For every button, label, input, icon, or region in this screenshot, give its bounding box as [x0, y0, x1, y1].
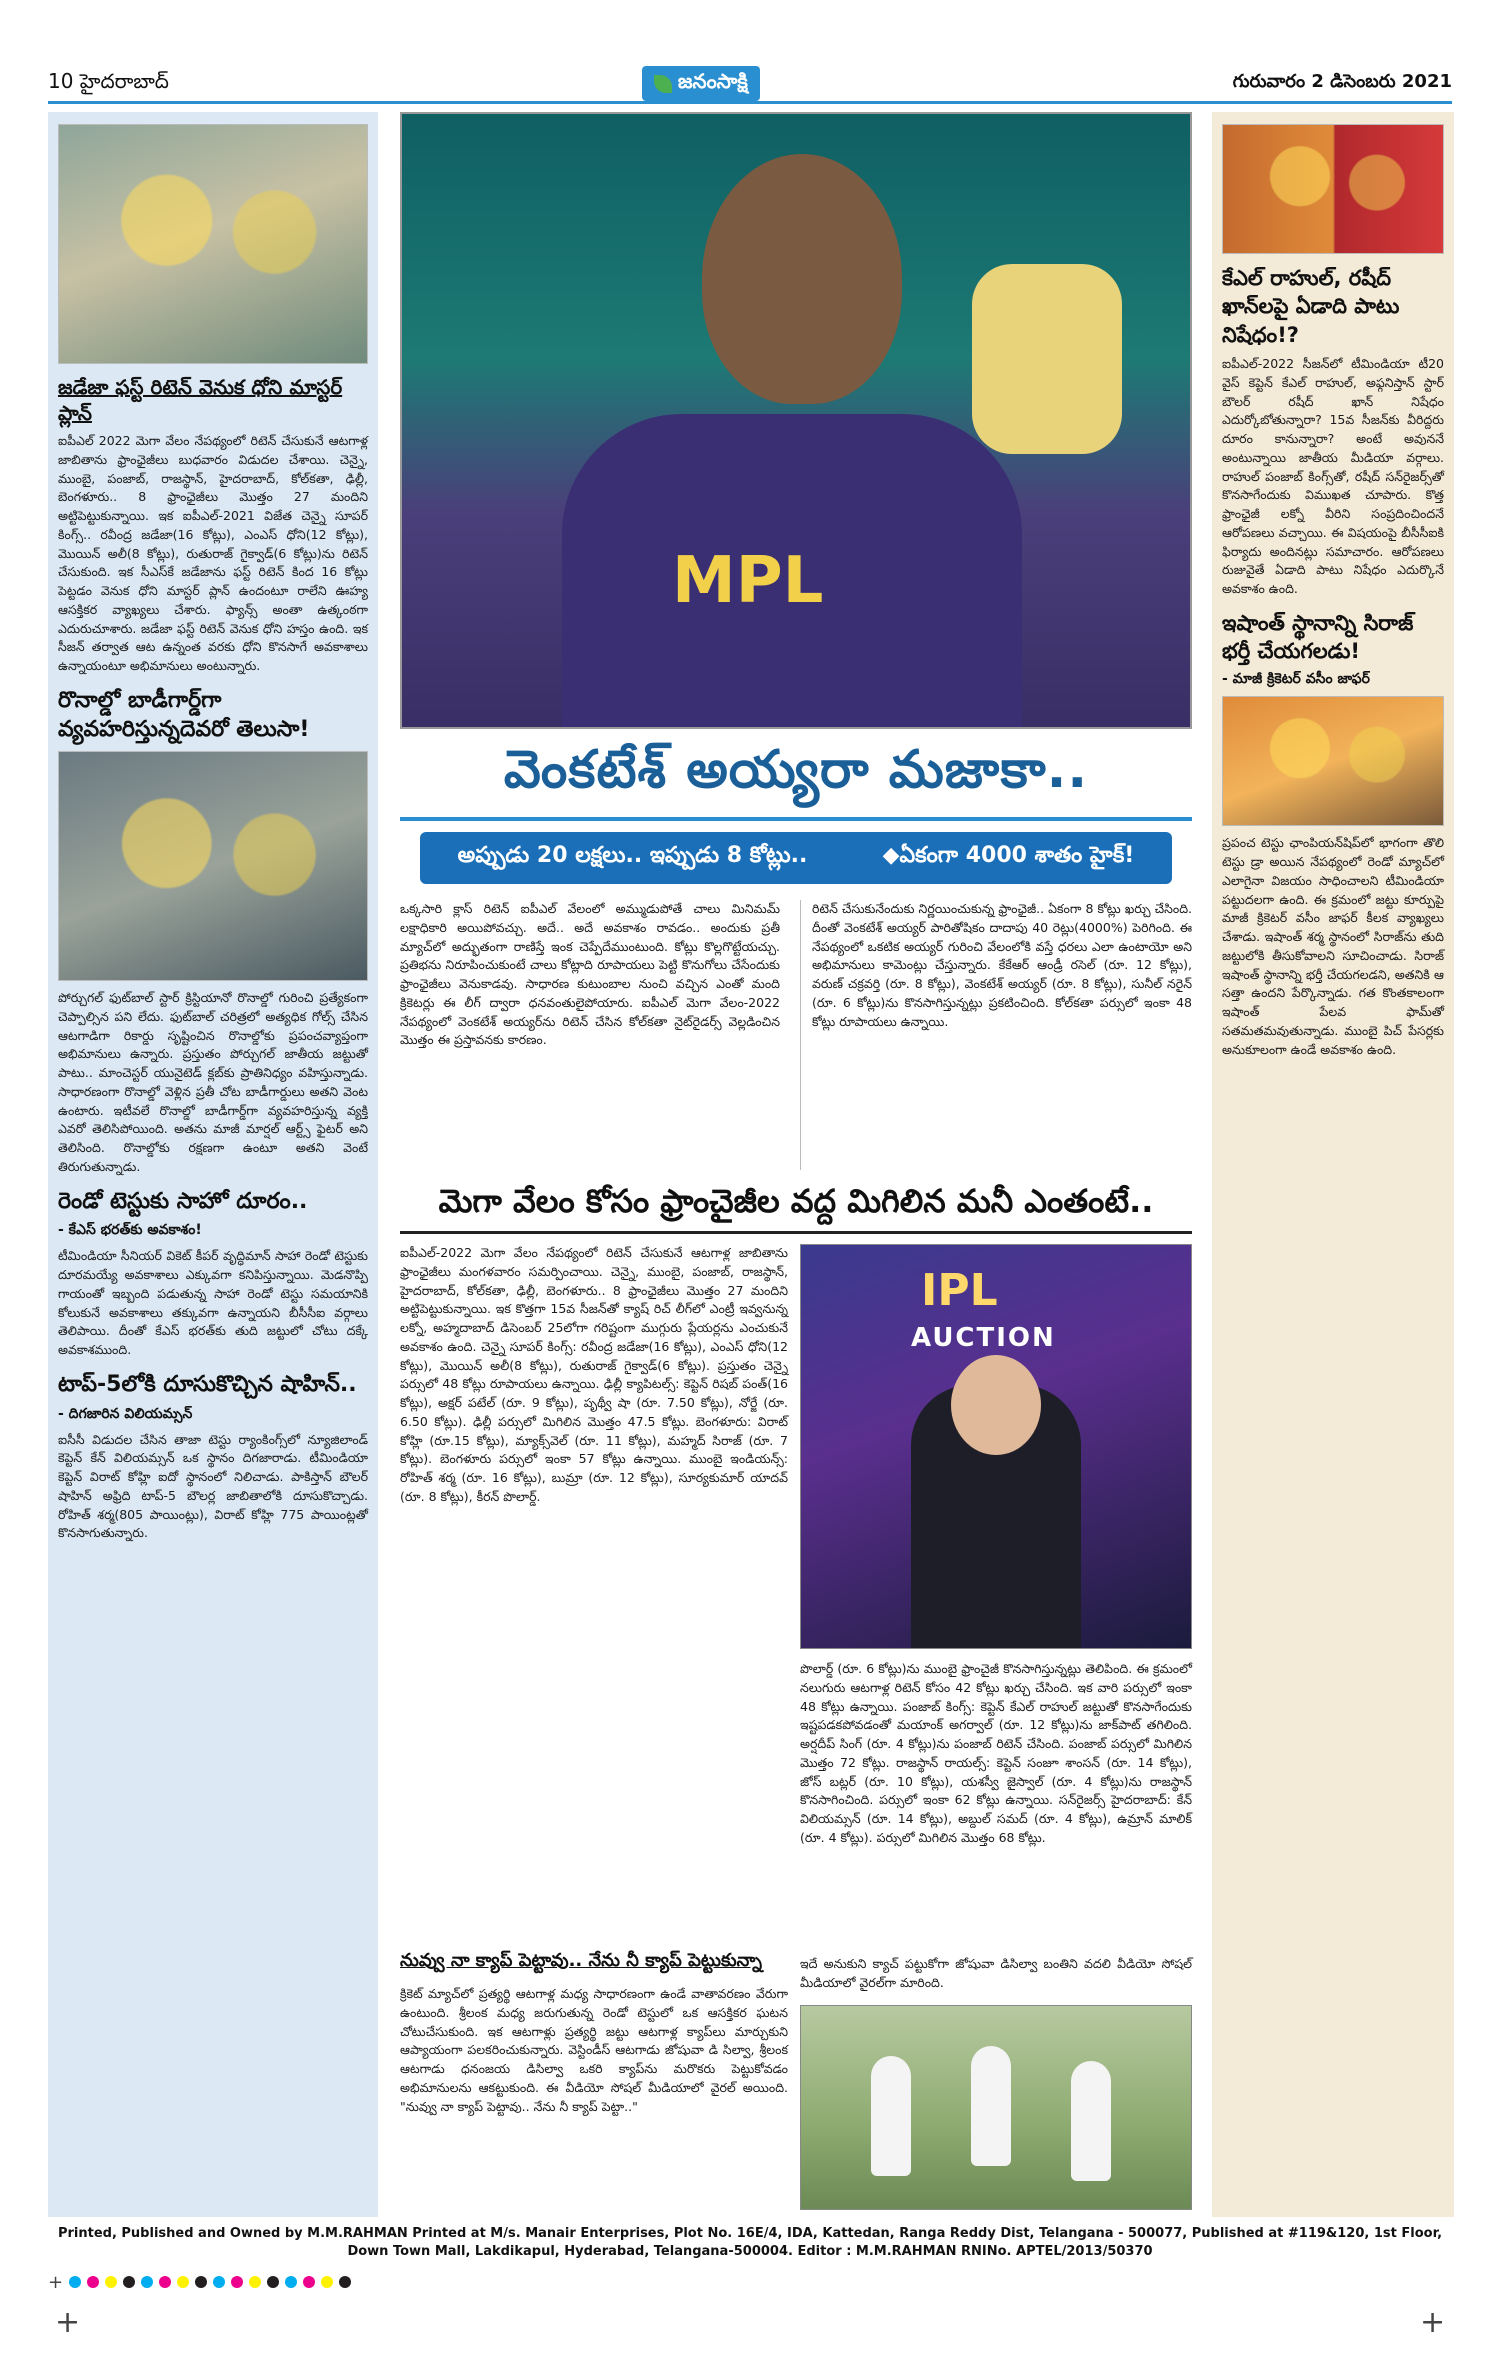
main-body-col-2: రిటెన్ చేసుకునేందుకు నిర్ణయించుకున్న ఫ్రాంఛైజీ.. ఏకంగా 8 కోట్లు ఖర్చు చేసింది. దీంతో వెంకటేశ్ అయ్యర్ పారితోషికం దాదాపు 40 రెట్లు(4000%) పెరిగింది. ఈ నేపథ్యంలో ఒకటిక అయ్యర్ గురించి వేలంలోకి వస్తే ధరలు ఎలా ఉంటాయో అని అభిమానులు కామెంట్లు చేస్తున్నారు. కేకేఆర్ ఆండ్రీ రసెల్ (రూ. 12 కోట్లు), వరుణ్ చక్రవర్తి (రూ. 8 కోట్లు), వెంకటేశ్ అయ్యర్ (రూ. 8 కోట్లు), సునీల్ నరైన్ (రూ. 6 కోట్లు)ను కొనసాగిస్తున్నట్లు ప్రకటించింది. కోల్‌కతా పర్సులో ఇంకా 48 కోట్లు రూపాయలు ఉన్నాయి.	[812, 901, 1192, 1029]
main-subheadline-bar	[420, 832, 1172, 884]
black-swatch	[123, 2276, 135, 2288]
cyan-swatch	[141, 2276, 153, 2288]
auctioneer-head	[951, 1355, 1041, 1455]
left-body-3: టీమిండియా సీనియర్ వికెట్ కీపర్ వృద్ధిమాన్ సాహా రెండో టెస్టుకు దూరమయ్యే అవకాశాలు ఎక్కువగా కనిపిస్తున్నాయి. మెడనొప్పి గాయంతో ఇబ్బంది పడుతున్న సాహా రెండో టెస్టు సమయానికి కోలుకునే అవకాశాలు తక్కువగా ఉన్నాయని బీసీసీఐ వర్గాలు తెలిపాయి. దీంతో కేఎస్ భరత్‌కు తుది జట్టులో చోటు దక్కే అవకాశముంది.	[58, 1248, 368, 1358]
magenta-swatch	[159, 2276, 171, 2288]
magenta-swatch	[231, 2276, 243, 2288]
black-swatch	[267, 2276, 279, 2288]
left-body-4: ఐసీసీ విడుదల చేసిన తాజా టెస్టు ర్యాంకింగ్స్‌లో న్యూజిలాండ్ కెప్టెన్ కేన్ విలియమ్సన్ ఒక స్థానం దిగజారాడు. టీమిండియా కెప్టెన్ విరాట్ కోహ్లి ఐదో స్థానంలో నిలిచాడు. పాకిస్తాన్ బౌలర్ షాహిన్ అఫ్రిది టాప్-5 బౌలర్ల జాబితాలోకి దూసుకొచ్చాడు. రోహిత్ శర్మ(805 పాయింట్లు), విరాట్ కోహ్లి 775 పాయింట్లతో కొనసాగుతున్నారు.	[58, 1431, 368, 1541]
left-subline-4: - దిగజారిన విలియమ్సన్	[58, 1405, 193, 1422]
black-swatch	[195, 2276, 207, 2288]
subbar-right: ◆ఏకంగా 4000 శాతం హైక్!	[882, 843, 1135, 868]
fielder-figure	[971, 2046, 1011, 2166]
left-headline-4: టాప్-5లోకి దూసుకొచ్చిన షాహిన్..	[58, 1371, 357, 1397]
logo-text: జనంసాక్షి	[677, 69, 748, 93]
cap-swap-headline: నువ్వు నా క్యాప్ పెట్టావు.. నేను నీ క్యాప్ పెట్టుకున్నా	[400, 1950, 762, 1971]
registration-mark-icon: +	[48, 2271, 64, 2293]
crop-mark-icon: +	[1420, 2305, 1446, 2340]
black-swatch	[339, 2276, 351, 2288]
mega-body-col-2: పొలార్డ్ (రూ. 6 కోట్లు)ను ముంబై ఫ్రాంచైజీ కొనసాగిస్తున్నట్లు తెలిపింది. ఈ క్రమంలో నలుగురు ఆటగాళ్ల రిటెన్ కోసం 42 కోట్లు ఖర్చు చేసింది. ఇక వారి పర్సులో ఇంకా 48 కోట్లు ఉన్నాయి. పంజాబ్ కింగ్స్: కెప్టెన్ కేఎల్ రాహుల్ జట్టుతో కొనసాగేందుకు ఇష్టపడకపోవడంతో మయాంక్ అగర్వాల్ (రూ. 12 కోట్లు)ను జాక్‌పాట్ తగిలింది. అర్షదీప్ సింగ్ (రూ. 4 కోట్లు)ను పంజాబ్ రిటెన్ చేసింది. పంజాబ్ పర్సులో మిగిలిన మొత్తం 72 కోట్లు. రాజస్థాన్ రాయల్స్: కెప్టెన్ సంజూ శాంసన్ (రూ. 14 కోట్లు), జోస్ బట్లర్ (రూ. 10 కోట్లు), యశస్వీ జైస్వాల్ (రూ. 4 కోట్లు)ను రాజస్థాన్ కొనసాగించింది. పర్సులో ఇంకా 62 కోట్లు ఉన్నాయి. సన్‌రైజర్స్ హైదరాబాద్: కేన్ విలియమ్సన్ (రూ. 14 కోట్లు), అబ్దుల్ సమద్ (రూ. 4 కోట్లు), ఉమ్రాన్ మాలిక్ (రూ. 4 కోట్లు). పర్సులో మిగిలిన మొత్తం 68 కోట్లు.	[800, 1661, 1192, 1845]
magenta-swatch	[303, 2276, 315, 2288]
fielder-figure	[871, 2056, 911, 2176]
yellow-swatch	[321, 2276, 333, 2288]
yellow-swatch	[249, 2276, 261, 2288]
right-headline-2: ఇషాంత్ స్థానాన్ని సిరాజ్ భర్తీ చేయగలడు!	[1222, 610, 1414, 664]
yellow-swatch	[177, 2276, 189, 2288]
test-match-photo	[800, 2005, 1192, 2210]
print-color-strip	[48, 2271, 1452, 2293]
main-headline: వెంకటేశ్ అయ్యరా మజాకా..	[503, 739, 1089, 800]
left-column	[48, 112, 378, 2217]
newspaper-logo	[642, 66, 760, 101]
ronaldo-bodyguard-photo	[58, 751, 368, 981]
mega-body-col-1: ఐపీఎల్-2022 మెగా వేలం నేపథ్యంలో రిటెన్ చేసుకునే ఆటగాళ్ల జాబితాను ఫ్రాంఛైజీలు మంగళవారం సమర్పించాయి. చెన్నై, ముంబై, పంజాబ్, రాజస్థాన్, హైదరాబాద్, కోల్‌కతా, ఢిల్లీ, బెంగళూరు.. 8 ఫ్రాంఛైజీలు మొత్తం 27 మందిని అట్టిపెట్టుకున్నాయి. ఇక కొత్తగా 15వ సీజన్‌తో క్యాష్ రిచ్ లీగ్‌లో ఎంట్రీ ఇవ్వనున్న లక్నో, అహ్మదాబాద్ డిసెంబర్ 25లోగా గరిష్టంగా ముగ్గురు ప్లేయర్లను ఎంచుకునే అవకాశం ఉంది. చెన్నై సూపర్ కింగ్స్: రవీంద్ర జడేజా(16 కోట్లు), ఎంఎస్ ధోని(12 కోట్లు), మొయిన్ అలీ(8 కోట్లు), రుతురాజ్ గైక్వాడ్(6 కోట్లు). ప్రస్తుతం చెన్నై పర్సులో 48 కోట్లు రూపాయలు ఉన్నాయి. ఢిల్లీ క్యాపిటల్స్: కెప్టెన్ రిషబ్ పంత్(16 కోట్లు), అక్షర్ పటేల్ (రూ. 9 కోట్లు), పృథ్వీ షా (రూ. 7.50 కోట్లు), నోర్జే (రూ. 6.50 కోట్లు). ఢిల్లీ పర్సులో మిగిలిన మొత్తం 47.5 కోట్లు. బెంగళూరు: విరాట్ కోహ్లి (రూ.15 కోట్లు), మ్యాక్స్‌వెల్ (రూ. 11 కోట్లు), మహ్మద్ సిరాజ్ (రూ. 7 కోట్లు). బెంగళూరు పర్సులో ఇంకా 57 కోట్లు ఉన్నాయి. ముంబై ఇండియన్స్: రోహిత్ శర్మ (రూ. 16 కోట్లు), బుమ్రా (రూ. 12 కోట్లు), సూర్యకుమార్ యాదవ్ (రూ. 8 కోట్లు), కీరన్ పొలార్డ్.	[400, 1245, 788, 1504]
left-body-2: పోర్చుగల్ ఫుట్‌బాల్ స్టార్ క్రిస్టియానో రొనాల్డో గురించి ప్రత్యేకంగా చెప్పాల్సిన పని లేదు. ఫుట్‌బాల్ చరిత్రలో అత్యధిక గోల్స్ చేసిన ఆటగాడిగా రికార్డు సృష్టించిన రొనాల్డోకు ప్రపంచవ్యాప్తంగా అభిమానులు ఉన్నారు. ప్రస్తుతం పోర్చుగల్ జాతీయ జట్టుతో పాటు.. మాంచెస్టర్ యునైటెడ్ క్లబ్‌కు ప్రాతినిధ్యం వహిస్తున్నాడు. సాధారణంగా రొనాల్డో వెళ్లిన ప్రతీ చోట బాడీగార్డులు అతని వెంట ఉంటారు. ఇటీవలే రొనాల్డో బాడీగార్డ్‌గా వ్యవహరిస్తున్న వ్యక్తి ఎవరో తెలిసిపోయింది. అతను మాజీ మార్షల్ ఆర్ట్స్ ఫైటర్ అని తెలిసింది. రొనాల్డోకు రక్షణగా ఉంటూ అతని వెంటే తిరుగుతున్నాడు.	[58, 990, 368, 1174]
cyan-swatch	[285, 2276, 297, 2288]
right-headline-1: కేఎల్ రాహుల్, రషీద్ ఖాన్‌లపై ఏడాది పాటు నిషేధం!?	[1222, 266, 1400, 347]
venkatesh-iyer-photo	[400, 112, 1192, 729]
right-subline-2: - మాజీ క్రికెటర్ వసీం జాఫర్	[1222, 671, 1370, 688]
magenta-swatch	[87, 2276, 99, 2288]
cyan-swatch	[69, 2276, 81, 2288]
main-body-col-1: ఒక్కసారి క్లాస్ రిటెన్ ఐపీఎల్ వేలంలో అమ్ముడుపోతే చాలు మినిమమ్ లక్షాధికారి అయిపోవచ్చు. అదే.. అదే అవకాశం రావడం.. అందుకు ప్రతీ మ్యాచ్‌లో అద్భుతంగా రాణిస్తే ఇంక చెప్పేదేముంటుంది. కోట్లు కొల్లగొట్టేయచ్చు. ప్రతిభను నిరూపించుకుంటే చాలు కోట్లాది రూపాయలు పెట్టి కొనుగోలు చేసేందుకు ఫ్రాంఛైజీలు వెనుకాడవు. సాధారణ కుటుంబాల నుంచి వచ్చిన ఎంతో మంది క్రికెటర్లు ఈ లీగ్ ద్వారా ధనవంతులైపోయారు. ఐపీఎల్ మెగా వేలం-2022 నేపథ్యంలో వెంకటేశ్ అయ్యర్‌ను రిటెన్ చేసిన కోల్‌కతా నైట్‌రైడర్స్ వెల్లడించిన మొత్తం ఈ ప్రస్తావనకు కారణం.	[400, 901, 780, 1048]
auction-text: AUCTION	[911, 1323, 1056, 1353]
cap-swap-body-2: ఇదే అనుకుని క్యాచ్ పట్టుకోగా జోషువా డిసిల్వా బంతిని వదలి వీడియో సోషల్ మీడియాలో వైరల్‌గా మారింది.	[800, 1956, 1192, 1990]
csk-players-photo	[58, 124, 368, 364]
ipl-auction-photo	[800, 1244, 1192, 1649]
player-face	[702, 154, 902, 404]
leaf-icon	[654, 75, 672, 93]
fielder-figure	[1071, 2061, 1111, 2181]
left-headline-1: జడేజా ఫస్ట్ రిటెన్ వెనుక ధోని మాస్టర్ ప్లాన్	[58, 375, 343, 425]
column-rule	[800, 900, 801, 1170]
left-subline-3: - కేఎస్ భరత్‌కు అవకాశం!	[58, 1222, 202, 1239]
mega-auction-headline: మెగా వేలం కోసం ఫ్రాంచైజీల వద్ద మిగిలిన మనీ ఎంతంటే..	[400, 1178, 1192, 1234]
dateline: గురువారం 2 డిసెంబరు 2021	[1232, 71, 1452, 92]
subbar-left: అప్పుడు 20 లక్షలు.. ఇప్పుడు 8 కోట్లు..	[457, 843, 808, 868]
masthead	[48, 66, 1452, 104]
siraj-photo	[1222, 696, 1444, 826]
rahul-rashid-photo	[1222, 124, 1444, 254]
ipl-logo-text: IPL	[921, 1265, 998, 1316]
right-body-1: ఐపీఎల్-2022 సీజన్‌లో టీమిండియా టీ20 వైస్ కెప్టెన్ కేఎల్ రాహుల్, అఫ్గనిస్తాన్ స్టార్ బౌలర్ రషీద్ ఖాన్ నిషేధం ఎదుర్కోబోతున్నారా? 15వ సీజన్‌కు వీరిద్దరు దూరం కానున్నారా? అంటే అవుననే అంటున్నాయి జాతీయ మీడియా వర్గాలు. రాహుల్ పంజాబ్ కింగ్స్‌తో, రషీద్ సన్‌రైజర్స్‌తో కొనసాగేందుకు విముఖత చూపారు. కొత్త ఫ్రాంఛైజీ లక్నో వీరిని సంప్రదించిందనే ఆరోపణలు వచ్చాయి. ఈ విషయంపై బీసీసీఐకి ఫిర్యాదు అందినట్లు సమాచారం. ఆరోపణలు రుజువైతే ఏడాది పాటు నిషేధం ఎదుర్కొనే అవకాశం ఉంది.	[1222, 356, 1444, 597]
left-headline-3: రెండో టెస్టుకు సాహో దూరం..	[58, 1188, 308, 1214]
cap-swap-body-1: క్రికెట్ మ్యాచ్‌లో ప్రత్యర్థి ఆటగాళ్ల మధ్య సాధారణంగా ఉండే వాతావరణం వేరుగా ఉంటుంది. శ్రీలంక మధ్య జరుగుతున్న రెండో టెస్టులో ఒక ఆసక్తికర ఘటన చోటుచేసుకుంది. ఇక ఆటగాళ్లు ప్రత్యర్థి జట్టు ఆటగాళ్ల క్యాప్‌లు మార్చుకుని ఆప్యాయంగా పలకరించుకున్నారు. వెస్టిండీస్ ఆటగాడు జోషువా డి సిల్వా, శ్రీలంక ఆటగాడు ధనంజయ డిసిల్వా ఒకరి క్యాప్‌ను మరొకరు పెట్టుకోవడం అభిమానులను ఆకట్టుకుంది. ఈ వీడియో సోషల్ మీడియాలో వైరల్ అయింది. "నువ్వు నా క్యాప్ పెట్టావు.. నేను నీ క్యాప్ పెట్టా.."	[400, 1986, 788, 2114]
batting-glove	[972, 264, 1122, 454]
right-body-2: ప్రపంచ టెస్టు ఛాంపియన్‌షిప్‌లో భాగంగా తొలి టెస్టు డ్రా అయిన నేపథ్యంలో రెండో మ్యాచ్‌లో ఎలాగైనా విజయం సాధించాలని టీమిండియా పట్టుదలగా ఉంది. ఈ క్రమంలో జట్టు కూర్పుపై మాజీ క్రికెటర్ వసీం జాఫర్ కీలక వ్యాఖ్యలు చేశాడు. ఇషాంత్ శర్మ స్థానంలో సిరాజ్‌ను తుది జట్టులోకి తీసుకోవాలని సూచించాడు. సిరాజ్ ఇషాంత్ స్థానాన్ని భర్తీ చేయగలడని, అతనికి ఆ సత్తా ఉందని పేర్కొన్నాడు. గత కొంతకాలంగా ఇషాంత్ పేలవ ఫామ్‌తో సతమతమవుతున్నాడు. ముంబై పిచ్ పేసర్లకు అనుకూలంగా ఉండే అవకాశం ఉంది.	[1222, 835, 1444, 1057]
main-headline-box	[400, 735, 1192, 821]
cyan-swatch	[213, 2276, 225, 2288]
yellow-swatch	[105, 2276, 117, 2288]
jersey-sponsor-text: MPL	[672, 544, 824, 618]
left-headline-2: రొనాల్డో బాడీగార్డ్‌గా వ్యవహరిస్తున్నదెవరో తెలుసా!	[58, 687, 310, 743]
left-body-1: ఐపీఎల్ 2022 మెగా వేలం నేపథ్యంలో రిటెన్ చేసుకునే ఆటగాళ్ల జాబితాను ఫ్రాంఛైజీలు బుధవారం విడుదల చేశాయి. చెన్నై, ముంబై, పంజాబ్, రాజస్థాన్, హైదరాబాద్, కోల్‌కతా, ఢిల్లీ, బెంగళూరు.. 8 ఫ్రాంఛైజీలు మొత్తం 27 మందిని అట్టిపెట్టుకున్నాయి. ఇక ఐపీఎల్-2021 విజేత చెన్నై సూపర్ కింగ్స్.. రవీంద్ర జడేజా(16 కోట్లు), ఎంఎస్ ధోని(12 కోట్లు), మొయిన్ అలీ(8 కోట్లు), రుతురాజ్ గైక్వాడ్(6 కోట్లు)ను రిటెన్ చేసుకుంది. ఇక సీఎస్‌కే జడేజాను ఫస్ట్ రిటెన్ కింద 16 కోట్లు పెట్టడం వెనుక ధోని మాస్టర్ ప్లాన్ ఉందంటూ రాలేని ఊహ్య ఆసక్తికర వ్యాఖ్యలు చేశారు. ఫ్యాన్స్ అంతా ఉత్కంఠగా ఎదురుచూశారు. జడేజా ఫస్ట్ రిటెన్ వెనుక ధోని హస్తం ఉంది. ఇక సీజన్ తర్వాత ఆట ఉన్నంత వరకు ధోని కొనసాగే అవకాశాలు ఉన్నాయంటూ అభిమానులు అంటున్నారు.	[58, 433, 368, 673]
right-column	[1212, 112, 1454, 2217]
page-label: 10 హైదరాబాద్	[48, 69, 169, 93]
imprint-line: Printed, Published and Owned by M.M.RAHMAN Printed at M/s. Manair Enterprises, Plot No. 16E/4, IDA, Kattedan, Ranga Reddy Dist, Telangana - 500077, Published at #119&120, 1st Floor, Down Town Mall, Lakdikapul, Hyderabad, Telangana-500004. Editor : M.M.RAHMAN RNINo. APTEL/2013/50370	[57, 2226, 1443, 2260]
crop-mark-icon: +	[55, 2305, 81, 2340]
